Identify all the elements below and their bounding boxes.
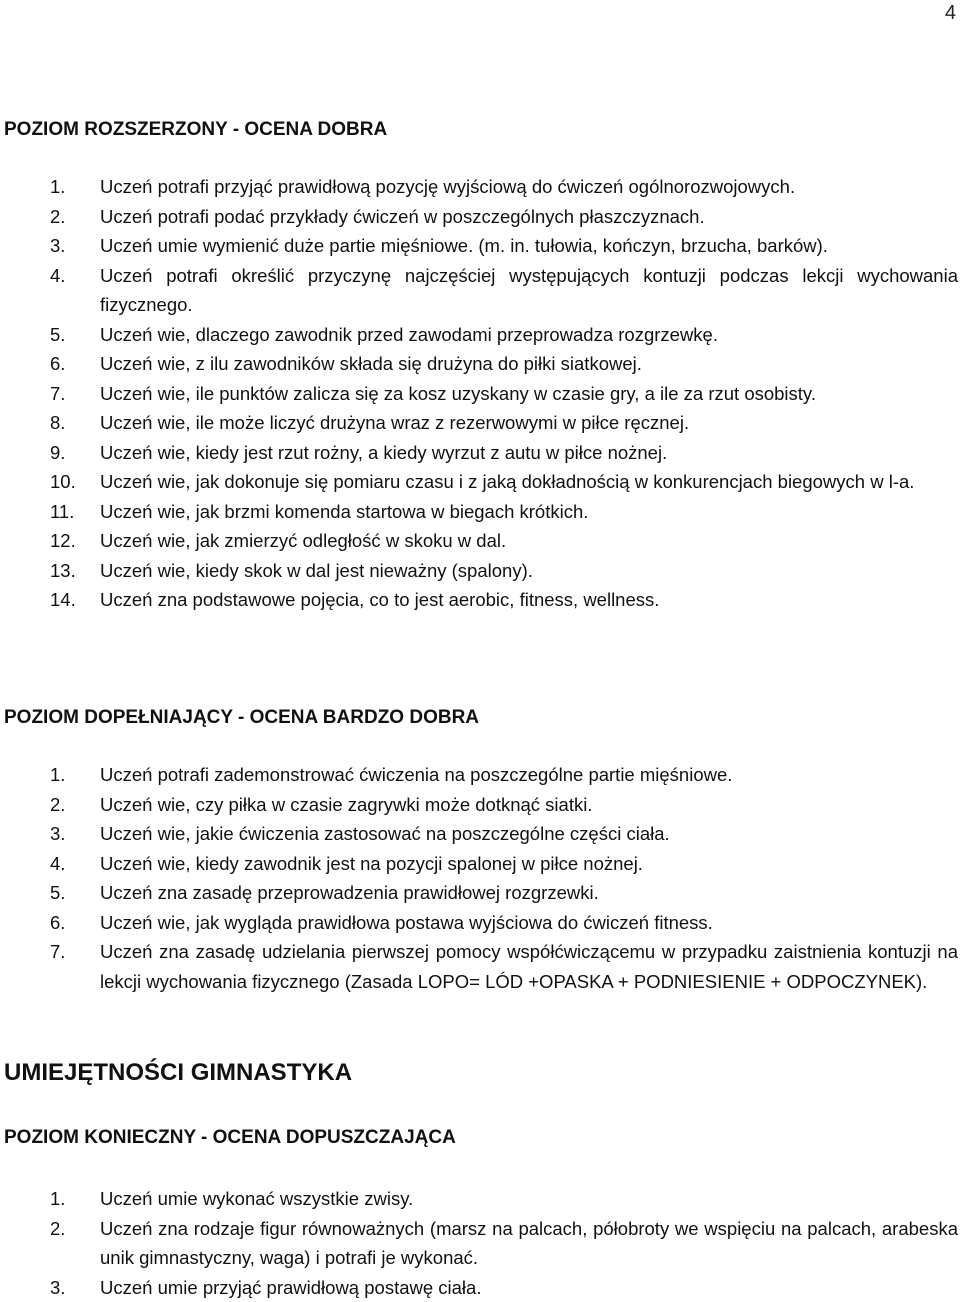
list-item: 3. Uczeń umie wymienić duże partie mięśniowe. (m. in. tułowia, kończyn, brzucha, barków).	[50, 235, 828, 256]
list-item: 6. Uczeń wie, z ilu zawodników składa się drużyna do piłki siatkowej.	[50, 353, 642, 374]
list-item: 11. Uczeń wie, jak brzmi komenda startowa w biegach krótkich.	[50, 500, 589, 522]
list-item: 1. Uczeń potrafi przyjąć prawidłową pozycję wyjściową do ćwiczeń ogólnorozwojowych.	[50, 176, 796, 197]
list-item: 3. Uczeń umie przyjąć prawidłową postawę ciała.	[50, 1276, 482, 1298]
list-item: 3. Uczeń wie, jakie ćwiczenia zastosować na poszczególne części ciała.	[50, 823, 670, 844]
heading-poziom-rozszerzony: POZIOM ROZSZERZONY - OCENA DOBRA	[4, 119, 388, 140]
section-title-gimnastyka: UMIEJĘTNOŚCI GIMNASTYKA	[4, 1059, 353, 1086]
heading-poziom-dopelniajacy: POZIOM DOPEŁNIAJĄCY - OCENA BARDZO DOBRA	[4, 707, 480, 728]
list-item: 2. Uczeń wie, czy piłka w czasie zagrywki może dotknąć siatki.	[50, 793, 593, 815]
list-poziom-rozszerzony	[4, 172, 958, 615]
heading-poziom-konieczny: POZIOM KONIECZNY - OCENA DOPUSZCZAJĄCA	[4, 1127, 456, 1148]
list-item: 5. Uczeń zna zasadę przeprowadzenia prawidłowej rozgrzewki.	[50, 882, 599, 903]
list-item: 2. Uczeń zna rodzaje figur równoważnych (marsz na palcach, półobroty we wspięciu na palcach, arabeska unik gimnastyczny, waga) i potrafi je wykonać.	[50, 1217, 958, 1268]
list-item: 1. Uczeń umie wykonać wszystkie zwisy.	[50, 1188, 414, 1209]
list-item: 10. Uczeń wie, jak dokonuje się pomiaru czasu i z jaką dokładnością w konkurencjach biegowych w l-a.	[50, 471, 915, 492]
list-item: 4. Uczeń potrafi określić przyczynę najczęściej występujących kontuzji podczas lekcji wychowania fizycznego.	[50, 264, 958, 315]
list-item: 7. Uczeń wie, ile punktów zalicza się za kosz uzyskany w czasie gry, a ile za rzut osobisty.	[50, 382, 816, 404]
list-item: 8. Uczeń wie, ile może liczyć drużyna wraz z rezerwowymi w piłce ręcznej.	[50, 412, 690, 433]
list-item: 2. Uczeń potrafi podać przykłady ćwiczeń w poszczególnych płaszczyznach.	[50, 205, 705, 227]
list-item: 6. Uczeń wie, jak wygląda prawidłowa postawa wyjściowa do ćwiczeń fitness.	[50, 911, 713, 933]
list-item: 14. Uczeń zna podstawowe pojęcia, co to jest aerobic, fitness, wellness.	[50, 589, 660, 610]
list-item: 4. Uczeń wie, kiedy zawodnik jest na pozycji spalonej w piłce nożnej.	[50, 852, 643, 874]
list-poziom-dopelniajacy	[4, 760, 958, 996]
list-item: 5. Uczeń wie, dlaczego zawodnik przed zawodami przeprowadza rozgrzewkę.	[50, 323, 718, 345]
list-item: 12. Uczeń wie, jak zmierzyć odległość w skoku w dal.	[50, 530, 507, 551]
list-item: 9. Uczeń wie, kiedy jest rzut rożny, a kiedy wyrzut z autu w piłce nożnej.	[50, 441, 668, 463]
list-item: 7. Uczeń zna zasadę udzielania pierwszej pomocy współćwiczącemu w przypadku zaistnienia kontuzji na lekcji wychowania fizycznego (Zasada LOPO= LÓD +OPASKA + PODNIESIENIE + ODPOCZYNEK).	[50, 941, 958, 992]
list-item: 1. Uczeń potrafi zademonstrować ćwiczenia na poszczególne partie mięśniowe.	[50, 764, 733, 785]
list-poziom-konieczny	[4, 1184, 958, 1302]
page-number: 4	[944, 2, 956, 24]
list-item: 13. Uczeń wie, kiedy skok w dal jest nieważny (spalony).	[50, 559, 533, 581]
